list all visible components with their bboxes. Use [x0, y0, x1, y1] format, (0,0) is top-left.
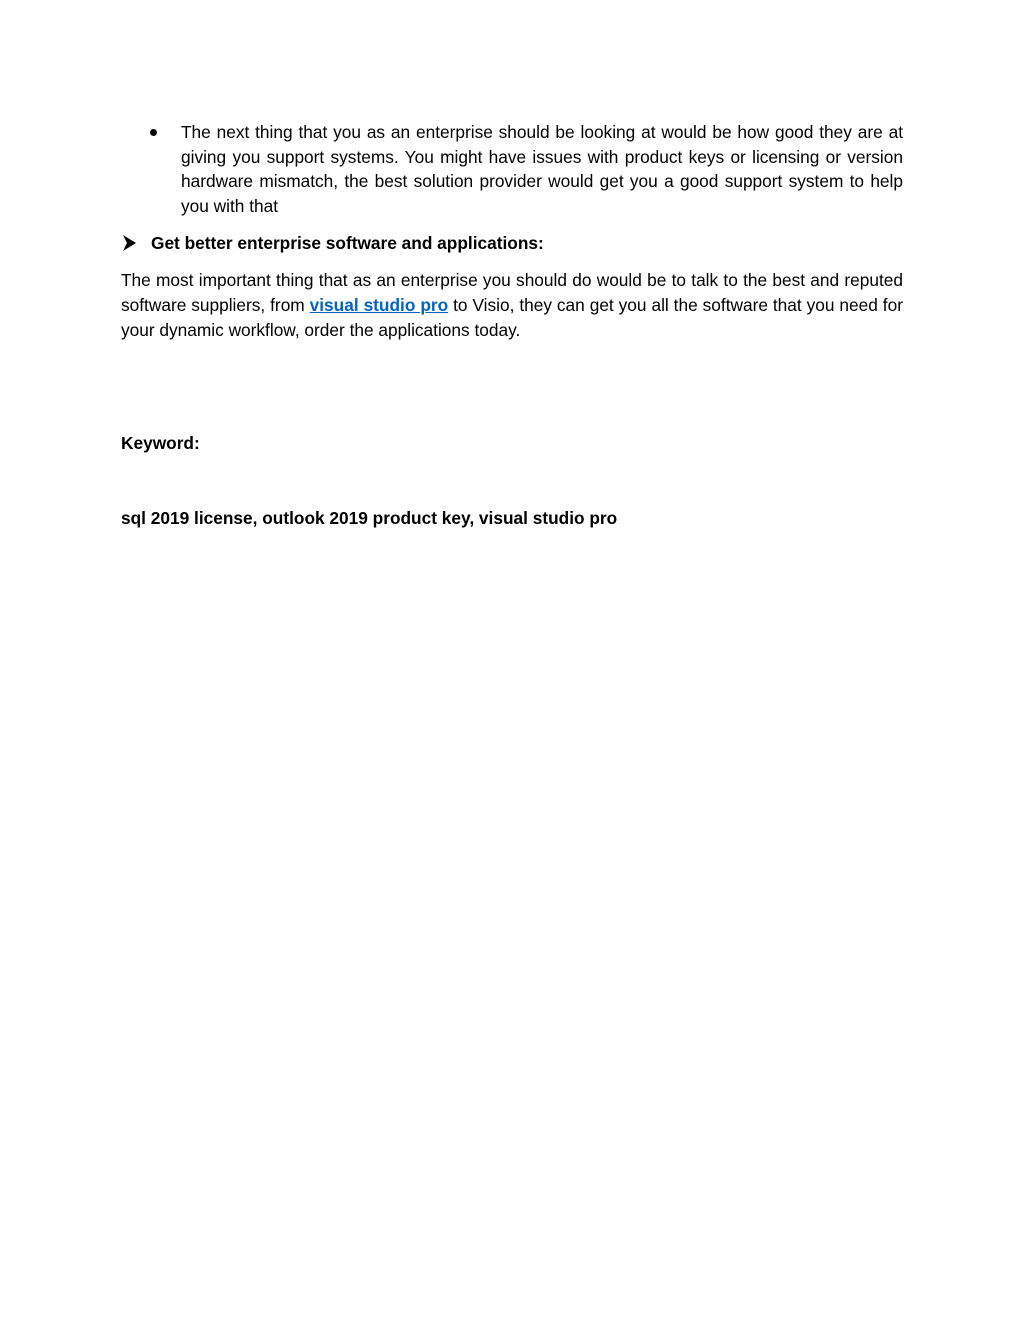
body-paragraph: [121, 268, 903, 343]
keyword-list: sql 2019 license, outlook 2019 product key, visual studio pro: [121, 508, 618, 528]
keyword-label: Keyword:: [121, 433, 200, 453]
section-heading: Get better enterprise software and applications:: [151, 233, 544, 253]
bullet-item-support: The next thing that you as an enterprise should be looking at would be how good they are at giving you support systems. You might have issues with product keys or licensing or version hardware mismatch, the best solution provider would get you a good support system to help you with that: [181, 122, 903, 216]
bullet-dot-icon: [150, 129, 157, 136]
arrow-bullet-icon: [121, 232, 139, 254]
paragraph-text-before: The most important thing that as an enterprise you should do would be to talk to the best and reputed software suppliers, from: [121, 270, 903, 315]
visual-studio-pro-link[interactable]: visual studio pro: [309, 295, 449, 315]
paragraph-text-after: to Visio, they can get you all the software that you need for your dynamic workflow, order the applications today.: [121, 295, 903, 340]
